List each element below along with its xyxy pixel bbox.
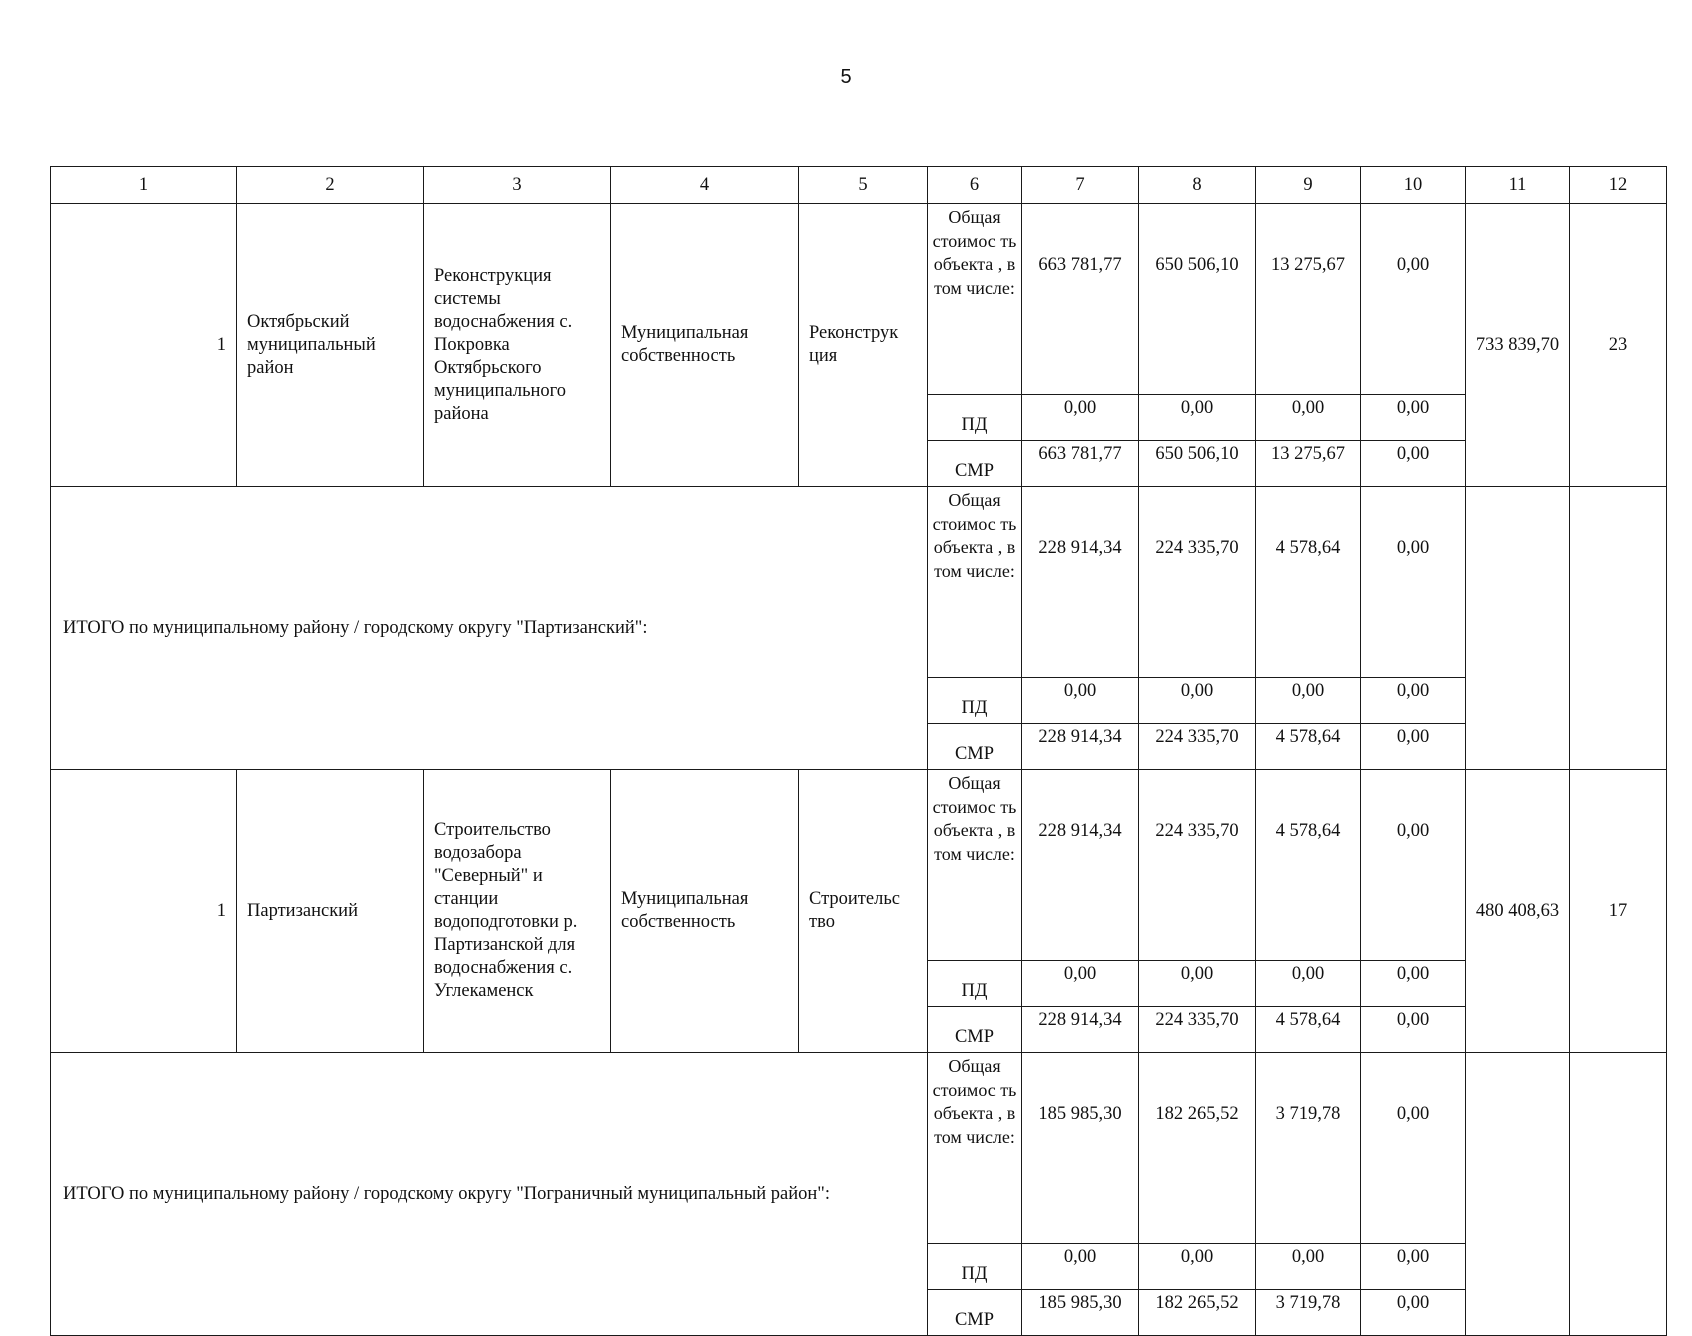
summary-label: ИТОГО по муниципальному району / городскому округу "Партизанский":: [51, 487, 928, 770]
value-cell: 185 985,30: [1022, 1290, 1139, 1336]
col12-cell: 23: [1570, 204, 1667, 487]
header-cell: 4: [611, 167, 799, 204]
project-row-total: [51, 204, 1667, 395]
value-cell: 0,00: [1361, 1053, 1466, 1244]
object-name-cell: Строительство водозабора "Северный" и станции водоподготовки р. Партизанской для водоснабжения с. Углекаменск: [424, 770, 611, 1053]
value-cell: 4 578,64: [1256, 1007, 1361, 1053]
value-cell: 228 914,34: [1022, 487, 1139, 678]
municipality-cell: Партизанский: [237, 770, 424, 1053]
value-cell: 0,00: [1361, 441, 1466, 487]
cost-type-pd: ПД: [928, 678, 1022, 724]
value-cell: 13 275,67: [1256, 441, 1361, 487]
value-cell: 224 335,70: [1139, 1007, 1256, 1053]
cost-type-total: Общая стоимос ть объекта , в том числе:: [928, 204, 1022, 395]
value-cell: 182 265,52: [1139, 1290, 1256, 1336]
value-cell: 663 781,77: [1022, 441, 1139, 487]
value-cell: 13 275,67: [1256, 204, 1361, 395]
header-cell: 8: [1139, 167, 1256, 204]
work-type-cell: Реконструк ция: [799, 204, 928, 487]
value-cell: 3 719,78: [1256, 1290, 1361, 1336]
value-cell: 650 506,10: [1139, 204, 1256, 395]
value-cell: 4 578,64: [1256, 487, 1361, 678]
value-cell: 228 914,34: [1022, 770, 1139, 961]
header-cell: 9: [1256, 167, 1361, 204]
value-cell: 0,00: [1022, 678, 1139, 724]
header-cell: 11: [1466, 167, 1570, 204]
value-cell: 224 335,70: [1139, 724, 1256, 770]
cost-type-pd: ПД: [928, 961, 1022, 1007]
value-cell: 0,00: [1256, 961, 1361, 1007]
value-cell: 0,00: [1361, 678, 1466, 724]
header-cell: 6: [928, 167, 1022, 204]
value-cell: 228 914,34: [1022, 1007, 1139, 1053]
value-cell: 185 985,30: [1022, 1053, 1139, 1244]
value-cell: 0,00: [1139, 678, 1256, 724]
summary-row-total: [51, 1053, 1667, 1244]
header-cell: 2: [237, 167, 424, 204]
cost-type-total: Общая стоимос ть объекта , в том числе:: [928, 1053, 1022, 1244]
empty-cell: [1466, 487, 1570, 770]
value-cell: 0,00: [1361, 1244, 1466, 1290]
header-cell: 10: [1361, 167, 1466, 204]
cost-type-smr: СМР: [928, 724, 1022, 770]
empty-cell: [1466, 1053, 1570, 1336]
header-cell: 7: [1022, 167, 1139, 204]
value-cell: 0,00: [1361, 724, 1466, 770]
value-cell: 663 781,77: [1022, 204, 1139, 395]
cost-type-smr: СМР: [928, 441, 1022, 487]
value-cell: 0,00: [1361, 1007, 1466, 1053]
col11-cell: 480 408,63: [1466, 770, 1570, 1053]
page-number: 5: [840, 66, 852, 88]
header-cell: 12: [1570, 167, 1667, 204]
value-cell: 3 719,78: [1256, 1053, 1361, 1244]
header-cell: 5: [799, 167, 928, 204]
col12-cell: 17: [1570, 770, 1667, 1053]
value-cell: 0,00: [1256, 1244, 1361, 1290]
value-cell: 224 335,70: [1139, 770, 1256, 961]
value-cell: 0,00: [1139, 1244, 1256, 1290]
object-name-cell: Реконструкция системы водоснабжения с. Покровка Октябрьского муниципального района: [424, 204, 611, 487]
value-cell: 0,00: [1361, 204, 1466, 395]
project-row-total: [51, 770, 1667, 961]
col11-cell: 733 839,70: [1466, 204, 1570, 487]
value-cell: 0,00: [1361, 770, 1466, 961]
header-cell: 3: [424, 167, 611, 204]
value-cell: 0,00: [1139, 961, 1256, 1007]
value-cell: 182 265,52: [1139, 1053, 1256, 1244]
ownership-cell: Муниципальная собственность: [611, 204, 799, 487]
value-cell: 0,00: [1256, 395, 1361, 441]
value-cell: 224 335,70: [1139, 487, 1256, 678]
row-number: 1: [51, 770, 237, 1053]
empty-cell: [1570, 487, 1667, 770]
summary-label: ИТОГО по муниципальному району / городскому округу "Пограничный муниципальный район":: [51, 1053, 928, 1336]
value-cell: 0,00: [1022, 961, 1139, 1007]
value-cell: 0,00: [1022, 1244, 1139, 1290]
municipality-cell: Октябрьский муниципальный район: [237, 204, 424, 487]
value-cell: 0,00: [1361, 961, 1466, 1007]
row-number: 1: [51, 204, 237, 487]
value-cell: 0,00: [1256, 678, 1361, 724]
value-cell: 4 578,64: [1256, 770, 1361, 961]
cost-type-smr: СМР: [928, 1007, 1022, 1053]
value-cell: 0,00: [1361, 1290, 1466, 1336]
cost-type-pd: ПД: [928, 1244, 1022, 1290]
cost-type-total: Общая стоимос ть объекта , в том числе:: [928, 487, 1022, 678]
header-row: [51, 167, 1667, 204]
cost-type-total: Общая стоимос ть объекта , в том числе:: [928, 770, 1022, 961]
value-cell: 0,00: [1361, 395, 1466, 441]
header-cell: 1: [51, 167, 237, 204]
value-cell: 650 506,10: [1139, 441, 1256, 487]
work-type-cell: Строительс тво: [799, 770, 928, 1053]
investment-table: [50, 166, 1667, 1336]
value-cell: 4 578,64: [1256, 724, 1361, 770]
empty-cell: [1570, 1053, 1667, 1336]
ownership-cell: Муниципальная собственность: [611, 770, 799, 1053]
value-cell: 0,00: [1361, 487, 1466, 678]
value-cell: 228 914,34: [1022, 724, 1139, 770]
cost-type-pd: ПД: [928, 395, 1022, 441]
value-cell: 0,00: [1139, 395, 1256, 441]
value-cell: 0,00: [1022, 395, 1139, 441]
cost-type-smr: СМР: [928, 1290, 1022, 1336]
summary-row-total: [51, 487, 1667, 678]
